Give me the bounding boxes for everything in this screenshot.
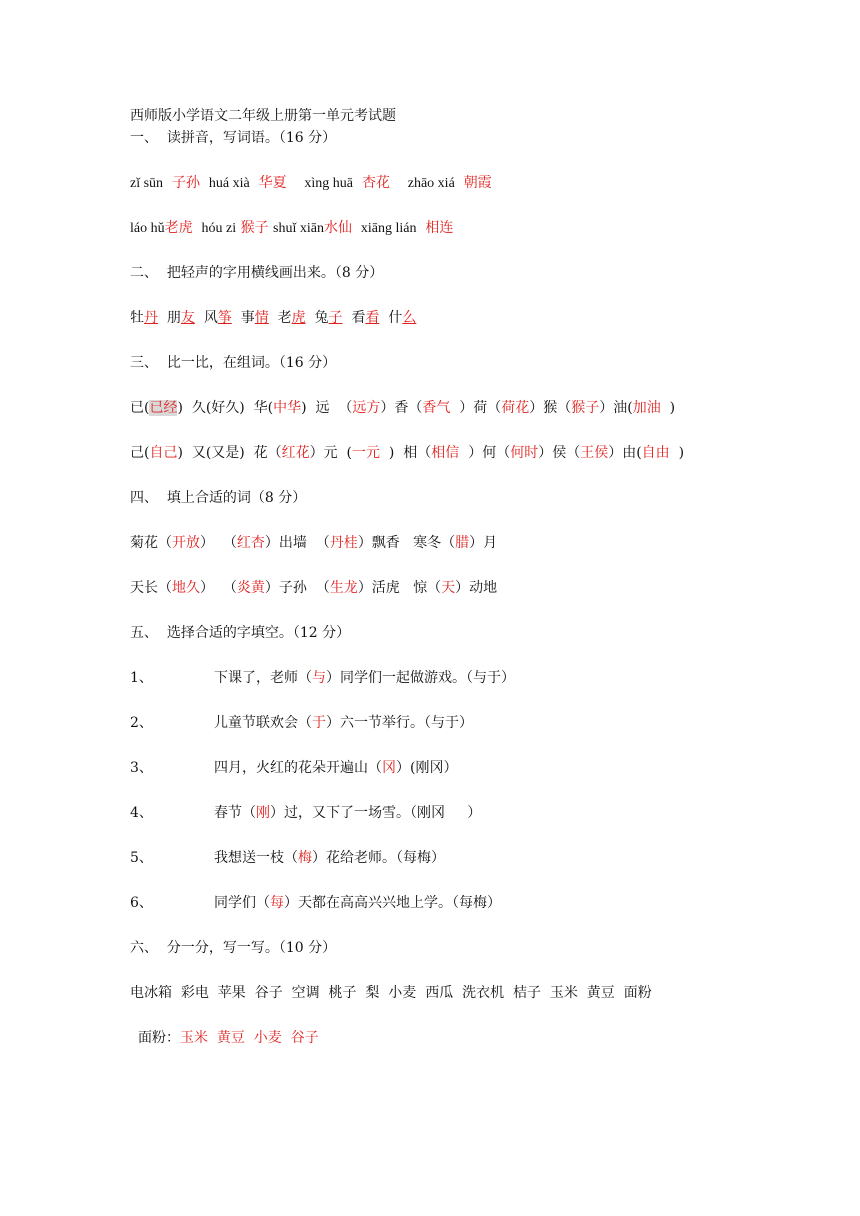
- text: ) 远 （: [301, 400, 353, 416]
- category-row: [138, 1029, 319, 1047]
- text: ）香（: [380, 400, 423, 416]
- text: ）月: [469, 535, 498, 551]
- answer-word: 猴子: [240, 220, 269, 236]
- char: 朋: [166, 310, 181, 326]
- text: ）侯（: [538, 445, 581, 461]
- answer-char: 刚: [256, 805, 270, 821]
- answer-char: 冈: [382, 760, 396, 776]
- text: 四月，火红的花朵开遍山（: [214, 760, 382, 776]
- idiom-row-1: [130, 534, 497, 552]
- answer-word: 荷花: [501, 400, 530, 416]
- underlined-char: 情: [254, 310, 269, 326]
- text: ）元 (: [309, 445, 353, 461]
- text: ) 久(好久) 华(: [177, 400, 274, 416]
- text: ): [669, 445, 685, 461]
- fill-sentence: [214, 714, 473, 732]
- answer-char: 与: [312, 670, 326, 686]
- answer-word: 相信: [431, 445, 460, 461]
- item-number: 2、: [130, 715, 153, 731]
- underlined-char: 子: [328, 310, 343, 326]
- word-list: 电冰箱 彩电 苹果 谷子 空调 桃子 梨 小麦 西瓜 洗衣机 桔子 玉米 黄豆 面粉: [130, 985, 652, 1001]
- section-6-heading: 六、 分一分，写一写。（10 分）: [130, 940, 337, 956]
- item-number: 3、: [130, 760, 153, 776]
- pinyin: xiāng lián: [360, 221, 417, 236]
- pinyin: huá xià: [208, 176, 250, 191]
- text: ）同学们一起做游戏。（与于）: [326, 670, 515, 686]
- text: 春节（: [214, 805, 256, 821]
- underlined-char: 友: [180, 310, 195, 326]
- char: 看: [351, 310, 366, 326]
- underlined-char: 虎: [291, 310, 306, 326]
- text: ）飘香 寒冬（: [357, 535, 456, 551]
- text: ）过，又下了一场雪。（刚冈 ）: [270, 805, 482, 821]
- text: ）猴（: [529, 400, 572, 416]
- underlined-char: 筝: [217, 310, 232, 326]
- answer-word: 香气: [422, 400, 451, 416]
- char: 风: [203, 310, 218, 326]
- answer-word: 远方: [352, 400, 381, 416]
- answer-word: 已经: [149, 400, 178, 416]
- text: ）子孙 （: [264, 580, 330, 596]
- text: ）花给老师。（每梅）: [312, 850, 445, 866]
- answer-word: 一元: [352, 445, 381, 461]
- text: 天长（: [130, 580, 172, 596]
- text: 我想送一枝（: [214, 850, 298, 866]
- answer-word: 相连: [425, 220, 454, 236]
- text: 儿童节联欢会（: [214, 715, 312, 731]
- answer-word: 红花: [281, 445, 310, 461]
- text: ）荷（: [450, 400, 502, 416]
- fill-sentence: [214, 759, 457, 777]
- item-number: 5、: [130, 850, 153, 866]
- text: ）六一节举行。（与于）: [326, 715, 473, 731]
- section-2-heading: 二、 把轻声的字用横线画出来。（8 分）: [130, 265, 384, 281]
- text: ）(刚冈）: [396, 760, 458, 776]
- compare-row-1: [130, 399, 675, 417]
- text: ）油(: [599, 400, 633, 416]
- answer-word: 炎黄: [236, 580, 265, 596]
- text: ）何（: [459, 445, 511, 461]
- pinyin-row-2: [130, 219, 453, 238]
- answer-word: 老虎: [164, 220, 193, 236]
- compare-row-2: [130, 444, 684, 462]
- text: ） （: [200, 535, 237, 551]
- pinyin: xìng huā: [304, 176, 354, 191]
- text: ): [660, 400, 676, 416]
- answer-word: 开放: [172, 535, 200, 551]
- answer-word: 水仙: [323, 220, 352, 236]
- text: ）天都在高高兴兴地上学。（每梅）: [284, 895, 501, 911]
- text: 己(: [130, 445, 150, 461]
- text: ) 相（: [380, 445, 432, 461]
- answer-word: 朝霞: [463, 175, 492, 191]
- answer-word: 何时: [510, 445, 539, 461]
- answer-word: 华夏: [258, 175, 287, 191]
- fill-sentence: [214, 804, 481, 822]
- item-number: 6、: [130, 895, 153, 911]
- answer-word: 红杏: [236, 535, 265, 551]
- text: ）出墙 （: [264, 535, 330, 551]
- section-1-heading: 一、 读拼音，写词语。（16 分）: [130, 130, 337, 146]
- section-4-heading: 四、 填上合适的词（8 分）: [130, 490, 307, 506]
- exam-title: 西师版小学语文二年级上册第一单元考试题: [130, 108, 396, 124]
- char: 牡: [130, 310, 144, 326]
- pinyin: láo hǔ: [130, 221, 165, 236]
- answer-word: 天: [441, 580, 456, 596]
- char: 事: [240, 310, 255, 326]
- item-number: 1、: [130, 670, 153, 686]
- pinyin: zǐ sūn: [130, 176, 164, 191]
- answer-word: 王侯: [580, 445, 609, 461]
- text: 菊花（: [130, 535, 172, 551]
- underlined-char: 看: [365, 310, 380, 326]
- text: 同学们（: [214, 895, 270, 911]
- underlined-char: 丹: [144, 310, 158, 326]
- answer-word: 加油: [632, 400, 661, 416]
- answer-char: 于: [312, 715, 326, 731]
- answer-word: 生龙: [329, 580, 358, 596]
- fill-sentence: [214, 849, 445, 867]
- answer-word: 杏花: [361, 175, 390, 191]
- item-number: 4、: [130, 805, 153, 821]
- section-5-heading: 五、 选择合适的字填空。（12 分）: [130, 625, 351, 641]
- text: ）活虎 惊（: [357, 580, 442, 596]
- fill-sentence: [214, 894, 501, 912]
- answer-word: 中华: [273, 400, 302, 416]
- idiom-row-2: [130, 579, 497, 597]
- section-3-heading: 三、 比一比，在组词。（16 分）: [130, 355, 337, 371]
- text: 下课了，老师（: [214, 670, 312, 686]
- category-label: 面粉：: [138, 1030, 180, 1046]
- text: ） （: [200, 580, 237, 596]
- text: ）动地: [455, 580, 498, 596]
- answer-word: 自己: [149, 445, 178, 461]
- text: ）由(: [608, 445, 642, 461]
- answer-word: 子孙: [171, 175, 200, 191]
- answer-words: 玉米 黄豆 小麦 谷子: [180, 1030, 319, 1046]
- char: 老: [277, 310, 292, 326]
- answer-word: 丹桂: [329, 535, 358, 551]
- answer-word: 地久: [172, 580, 200, 596]
- answer-word: 猴子: [571, 400, 600, 416]
- text: 已(: [130, 400, 150, 416]
- answer-word: 腊: [455, 535, 470, 551]
- pinyin: shuǐ xiān: [273, 221, 324, 236]
- answer-char: 梅: [298, 850, 312, 866]
- pinyin: zhāo xiá: [407, 176, 455, 191]
- pinyin: hóu zi: [201, 221, 237, 236]
- underlined-char: 么: [402, 310, 417, 326]
- text: ) 又(又是) 花（: [177, 445, 282, 461]
- char: 兔: [314, 310, 329, 326]
- neutral-tone-row: [130, 309, 416, 327]
- pinyin-row-1: [130, 174, 492, 193]
- fill-sentence: [214, 669, 515, 687]
- answer-word: 自由: [641, 445, 670, 461]
- char: 什: [388, 310, 403, 326]
- answer-char: 每: [270, 895, 284, 911]
